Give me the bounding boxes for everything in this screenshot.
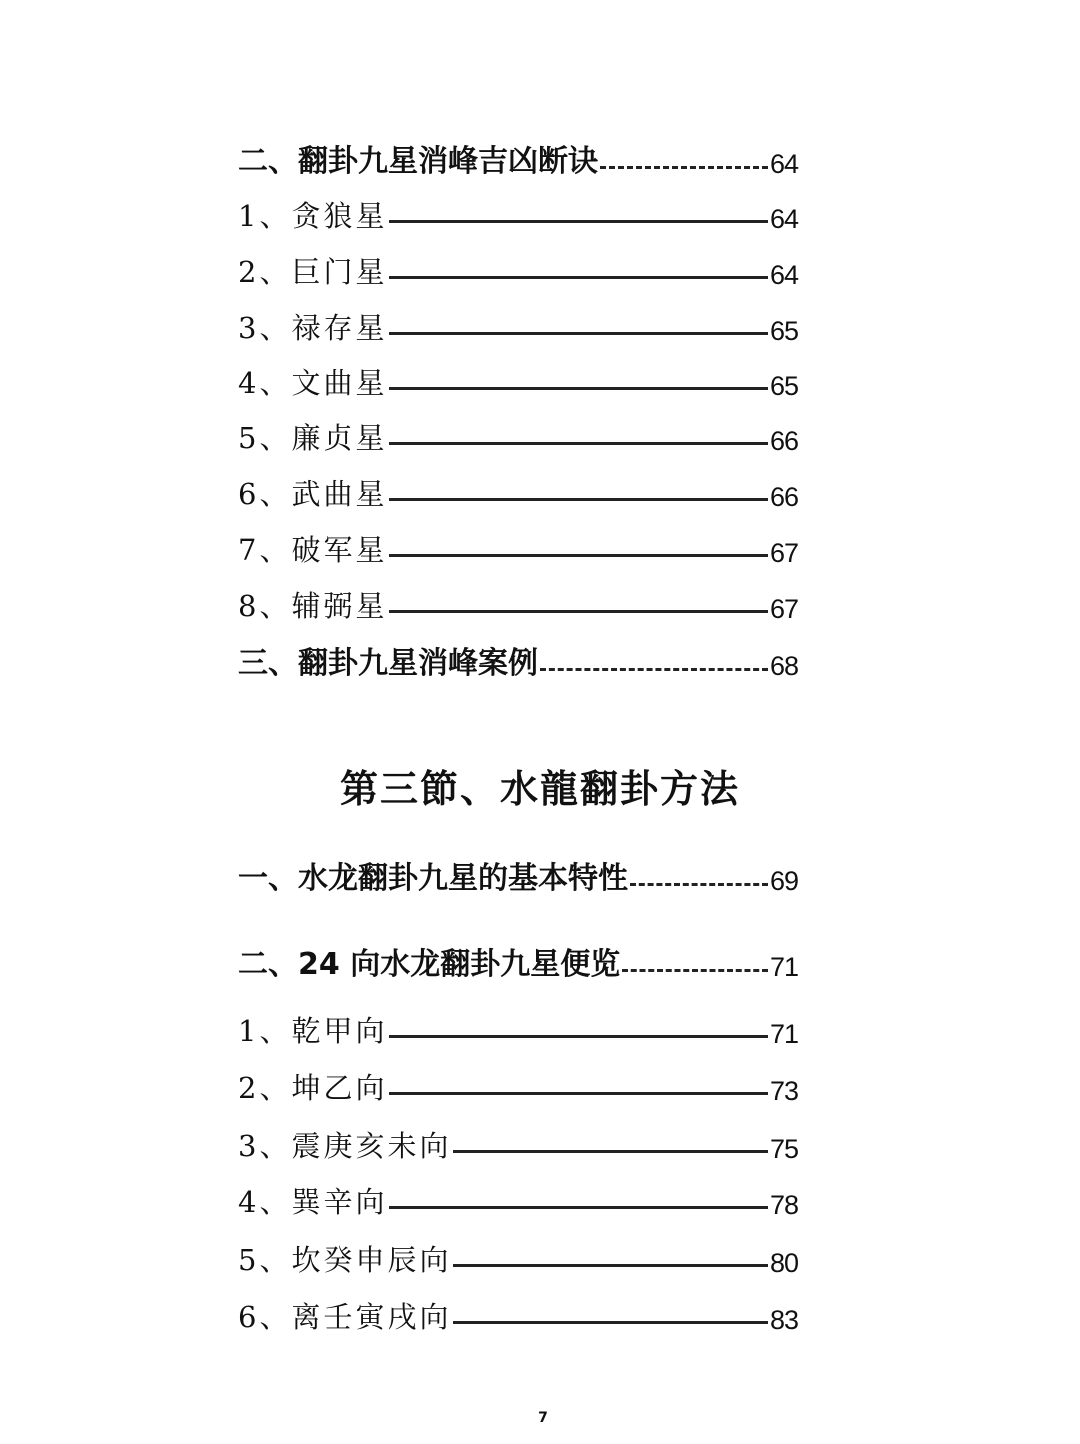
toc-entry [238,943,798,983]
toc-entry [238,1010,798,1050]
toc-entry-page: 68 [769,651,798,681]
toc-entry-page: 75 [769,1134,798,1164]
toc-entry [238,529,798,569]
toc-entry-page: 83 [769,1305,798,1335]
toc-entry [238,585,798,625]
toc-entry [238,362,798,402]
toc-entry-page: 69 [769,866,798,896]
toc-entry-title: 一、水龙翻卦九星的基本特性 [238,861,628,896]
toc-entry-title: 1、贪狼星 [238,199,388,233]
toc-entry-page: 73 [769,1076,798,1106]
toc-entry [238,251,798,291]
page-number: 7 [538,1410,548,1426]
toc-entry-page: 65 [769,371,798,401]
toc-entry-title: 1、乾甲向 [238,1014,388,1048]
toc-entry-title: 二、翻卦九星消峰吉凶断诀 [238,144,598,179]
toc-entry-title: 2、坤乙向 [238,1071,388,1105]
toc-entry-page: 71 [769,952,798,982]
toc-entry [238,140,798,180]
toc-entry [238,1125,798,1165]
toc-leader [389,498,768,501]
toc-entry [238,195,798,235]
toc-entry-page: 71 [769,1019,798,1049]
toc-entry-title: 8、辅弼星 [238,589,388,623]
toc-entry [238,1181,798,1221]
toc-leader [389,1035,768,1038]
toc-entry [238,473,798,513]
toc-entry-title: 4、文曲星 [238,366,388,400]
toc-leader [389,442,768,445]
toc-leader [622,969,768,972]
toc-leader [540,668,768,671]
toc-entry-page: 80 [769,1248,798,1278]
toc-leader [453,1321,768,1324]
toc-entry-title: 6、武曲星 [238,477,388,511]
toc-entry-title: 7、破军星 [238,533,388,567]
toc-leader [630,883,768,886]
toc-entry [238,1296,798,1336]
toc-entry-title: 二、24 向水龙翻卦九星便览 [238,947,621,982]
toc-leader [389,220,768,223]
toc-entry-page: 64 [769,204,798,234]
toc-leader [600,166,768,169]
toc-leader [389,1092,768,1095]
toc-entry-page: 66 [769,482,798,512]
toc-entry-page: 67 [769,538,798,568]
toc-entry [238,307,798,347]
toc-entry-title: 6、离壬寅戌向 [238,1300,452,1334]
toc-leader [389,610,768,613]
toc-leader [389,554,768,557]
toc-entry-title: 2、巨门星 [238,255,388,289]
toc-leader [389,387,768,390]
toc-leader [389,276,768,279]
toc-entry-page: 64 [769,260,798,290]
toc-leader [453,1150,768,1153]
toc-entry [238,1239,798,1279]
toc-leader [389,1206,768,1209]
toc-entry-page: 64 [769,149,798,179]
toc-leader [453,1264,768,1267]
toc-entry-title: 5、坎癸申辰向 [238,1243,452,1277]
toc-entry [238,642,798,682]
toc-entry-page: 66 [769,426,798,456]
toc-entry-page: 65 [769,316,798,346]
toc-entry-title: 5、廉贞星 [238,421,388,455]
toc-entry-title: 3、震庚亥未向 [238,1129,452,1163]
toc-entry-title: 三、翻卦九星消峰案例 [238,646,538,681]
section-title: 第三節、水龍翻卦方法 [339,767,740,811]
toc-entry-page: 78 [769,1190,798,1220]
toc-entry [238,857,798,897]
toc-entry-title: 3、禄存星 [238,311,388,345]
toc-entry [238,417,798,457]
toc-entry-title: 4、巽辛向 [238,1185,388,1219]
toc-entry [238,1067,798,1107]
toc-leader [389,332,768,335]
toc-entry-page: 67 [769,594,798,624]
